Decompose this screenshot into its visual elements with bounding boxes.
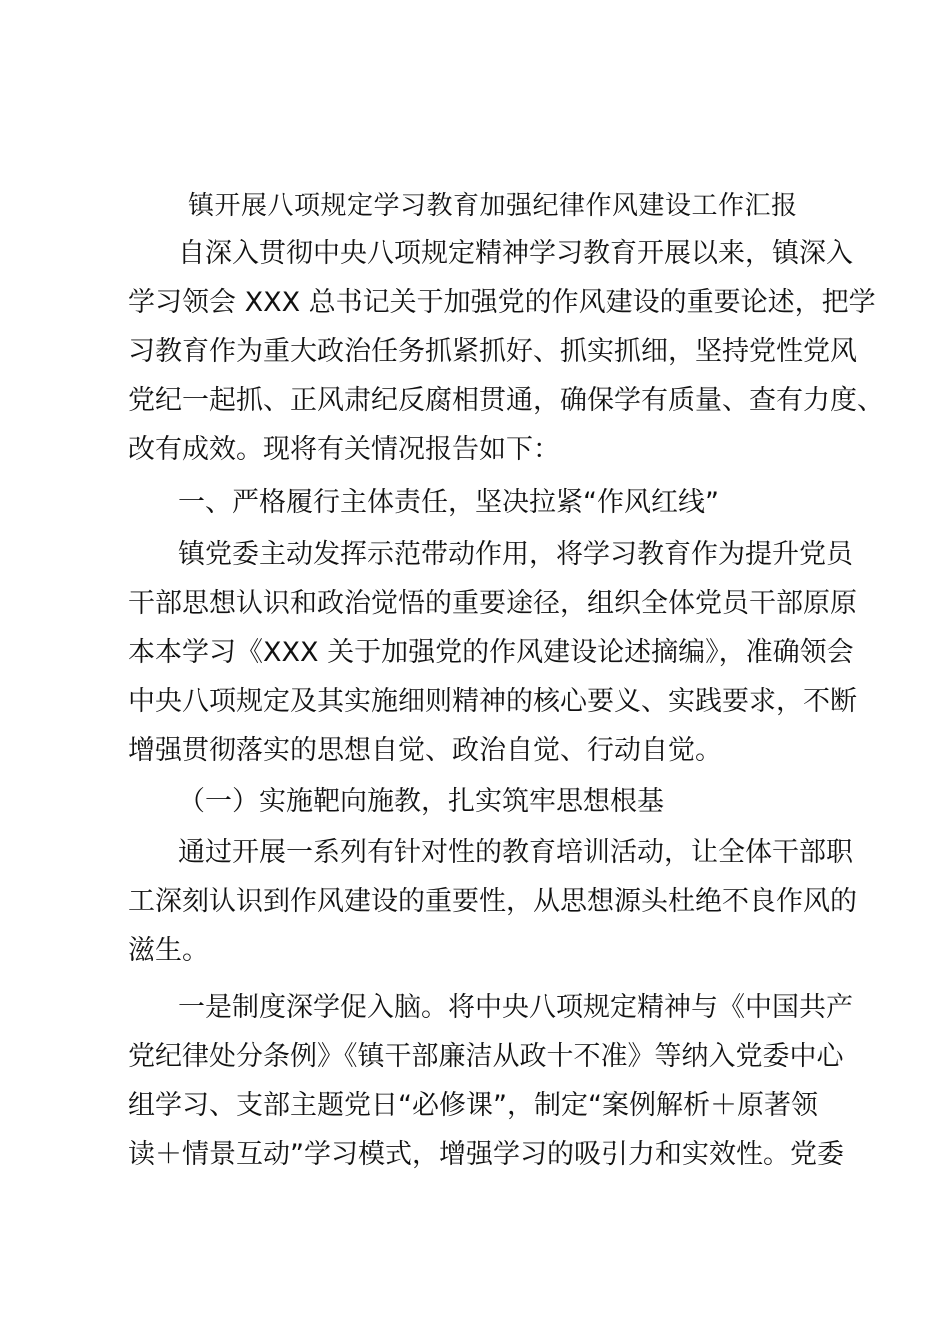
- paragraph-line: 改有成效。现将有关情况报告如下：: [128, 434, 560, 465]
- paragraph-line: 中央八项规定及其实施细则精神的核心要义、实践要求，不断: [128, 686, 857, 717]
- paragraph-line: 习教育作为重大政治任务抓紧抓好、抓实抓细，坚持党性党风: [128, 336, 857, 367]
- paragraph-line: 工深刻认识到作风建设的重要性，从思想源头杜绝不良作风的: [128, 886, 857, 917]
- paragraph-line: 本本学习《XXX 关于加强党的作风建设论述摘编》，准确领会: [128, 637, 854, 668]
- paragraph-line: 干部思想认识和政治觉悟的重要途径，组织全体党员干部原原: [128, 588, 857, 619]
- subsection-heading: （一）实施靶向施教，扎实筑牢思想根基: [178, 786, 664, 817]
- paragraph-line: 滋生。: [128, 935, 209, 966]
- paragraph-line: 读＋情景互动”学习模式，增强学习的吸引力和实效性。党委: [128, 1139, 844, 1170]
- section-heading: 一、严格履行主体责任，坚决拉紧“作风红线”: [178, 487, 719, 518]
- paragraph-line: 自深入贯彻中央八项规定精神学习教育开展以来，镇深入: [178, 238, 853, 269]
- paragraph-line: 组学习、支部主题党日“必修课”，制定“案例解析＋原著领: [128, 1090, 818, 1121]
- paragraph-line: 党纪一起抓、正风肃纪反腐相贯通，确保学有质量、查有力度、: [128, 385, 884, 416]
- paragraph-line: 增强贯彻落实的思想自觉、政治自觉、行动自觉。: [128, 735, 722, 766]
- paragraph-line: 一是制度深学促入脑。将中央八项规定精神与《中国共产: [178, 992, 853, 1023]
- paragraph-line: 镇党委主动发挥示范带动作用，将学习教育作为提升党员: [178, 539, 853, 570]
- paragraph-line: 通过开展一系列有针对性的教育培训活动，让全体干部职: [178, 837, 853, 868]
- document-title: 镇开展八项规定学习教育加强纪律作风建设工作汇报: [188, 191, 798, 221]
- paragraph-line: 学习领会 XXX 总书记关于加强党的作风建设的重要论述，把学: [128, 287, 876, 318]
- paragraph-line: 党纪律处分条例》《镇干部廉洁从政十不准》等纳入党委中心: [128, 1041, 844, 1072]
